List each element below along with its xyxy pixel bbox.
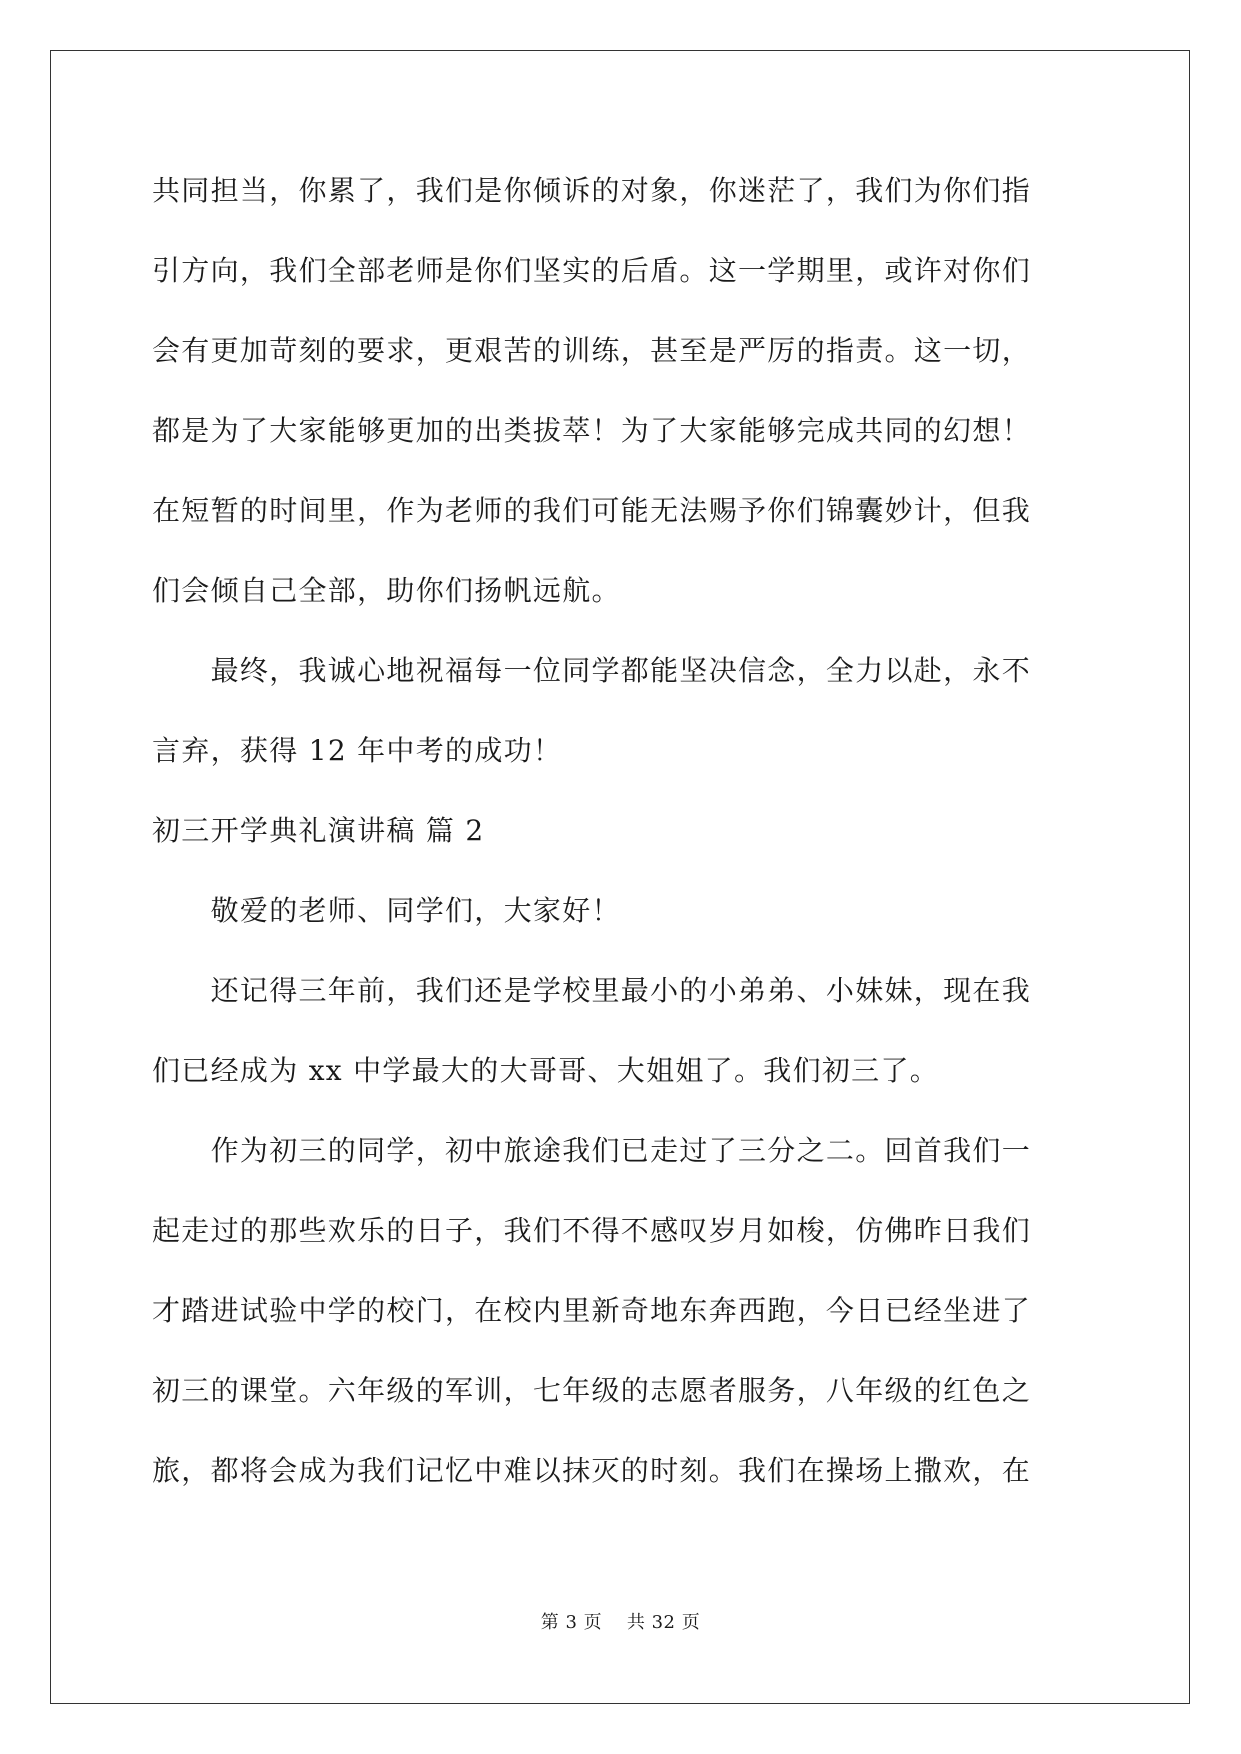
text-line: 最终，我诚心地祝福每一位同学都能坚决信念，全力以赴，永不 [152, 654, 1032, 687]
section-heading: 初三开学典礼演讲稿 篇 2 [152, 814, 485, 847]
text-line: 才踏进试验中学的校门，在校内里新奇地东奔西跑，今日已经坐进了 [152, 1294, 1032, 1327]
text-line: 言弃，获得 12 年中考的成功！ [152, 734, 563, 767]
text-line: 起走过的那些欢乐的日子，我们不得不感叹岁月如梭，仿佛昨日我们 [152, 1214, 1032, 1247]
text-line: 初三的课堂。六年级的军训，七年级的志愿者服务，八年级的红色之 [152, 1374, 1032, 1407]
text-line: 共同担当，你累了，我们是你倾诉的对象，你迷茫了，我们为你们指 [152, 174, 1032, 207]
text-line: 引方向，我们全部老师是你们坚实的后盾。这一学期里，或许对你们 [152, 254, 1032, 287]
text-line: 旅，都将会成为我们记忆中难以抹灭的时刻。我们在操场上撒欢，在 [152, 1454, 1032, 1487]
text-line: 们会倾自己全部，助你们扬帆远航。 [152, 574, 621, 607]
text-line: 会有更加苛刻的要求，更艰苦的训练，甚至是严厉的指责。这一切， [152, 334, 1032, 367]
page-number-footer: 第 3 页 共 32 页 [540, 1612, 701, 1633]
text-line: 都是为了大家能够更加的出类拔萃！为了大家能够完成共同的幻想！ [152, 414, 1032, 447]
text-line: 还记得三年前，我们还是学校里最小的小弟弟、小妹妹，现在我 [152, 974, 1032, 1007]
text-line: 们已经成为 xx 中学最大的大哥哥、大姐姐了。我们初三了。 [152, 1054, 940, 1087]
text-line: 敬爱的老师、同学们，大家好！ [152, 894, 621, 927]
text-line: 作为初三的同学，初中旅途我们已走过了三分之二。回首我们一 [152, 1134, 1032, 1167]
text-line: 在短暂的时间里，作为老师的我们可能无法赐予你们锦囊妙计，但我 [152, 494, 1032, 527]
